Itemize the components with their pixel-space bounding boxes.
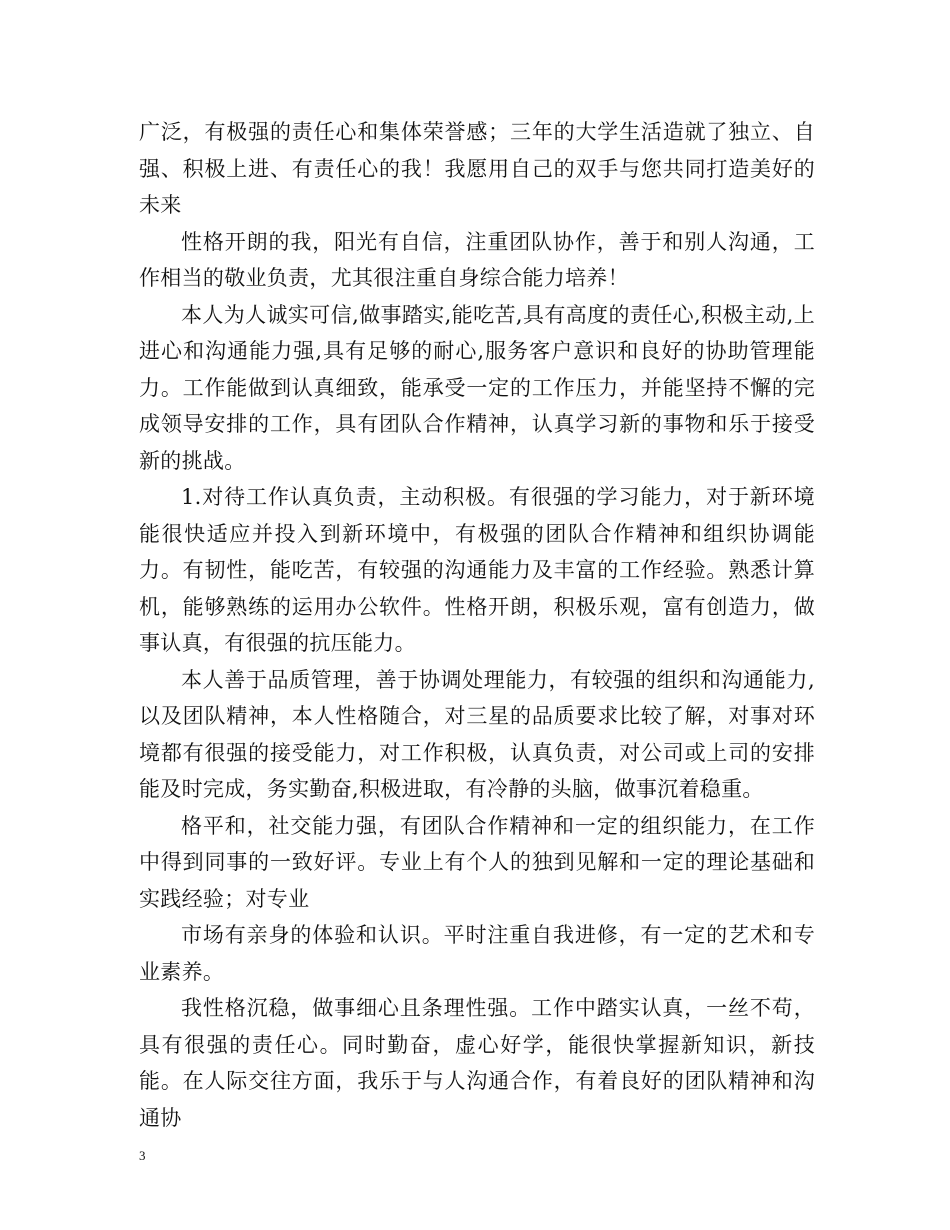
document-body [139, 114, 815, 1136]
page-number: 3 [139, 1148, 146, 1163]
paragraph: 本人善于品质管理，善于协调处理能力，有较强的组织和沟通能力,以及团队精神，本人性格随合，对三星的品质要求比较了解，对事对环境都有很强的接受能力，对工作积极，认真负责，对公司或上司的安排能及时完成，务实勤奋,积极进取，有冷静的头脑，做事沉着稳重。 [139, 667, 815, 801]
paragraph: 格平和，社交能力强，有团队合作精神和一定的组织能力，在工作中得到同事的一致好评。专业上有个人的独到见解和一定的理论基础和实践经验；对专业 [139, 813, 815, 911]
paragraph: 1.对待工作认真负责，主动积极。有很强的学习能力，对于新环境能很快适应并投入到新环境中，有极强的团队合作精神和组织协调能力。有韧性，能吃苦，有较强的沟通能力及丰富的工作经验。熟悉计算机，能够熟练的运用办公软件。性格开朗，积极乐观，富有创造力，做事认真，有很强的抗压能力。 [139, 485, 815, 655]
paragraph: 我性格沉稳，做事细心且条理性强。工作中踏实认真，一丝不苟，具有很强的责任心。同时勤奋，虚心好学，能很快掌握新知识，新技能。在人际交往方面，我乐于与人沟通合作，有着良好的团队精神和沟通协 [139, 996, 815, 1130]
paragraph: 市场有亲身的体验和认识。平时注重自我进修，有一定的艺术和专业素养。 [139, 923, 815, 984]
paragraph: 本人为人诚实可信,做事踏实,能吃苦,具有高度的责任心,积极主动,上进心和沟通能力强,具有足够的耐心,服务客户意识和良好的协助管理能力。工作能做到认真细致，能承受一定的工作压力，并能坚持不懈的完成领导安排的工作，具有团队合作精神，认真学习新的事物和乐于接受新的挑战。 [139, 302, 815, 473]
paragraph: 性格开朗的我，阳光有自信，注重团队协作，善于和别人沟通，工作相当的敬业负责，尤其很注重自身综合能力培养！ [139, 229, 815, 290]
paragraph-continuation: 广泛，有极强的责任心和集体荣誉感；三年的大学生活造就了独立、自强、积极上进、有责任心的我！我愿用自己的双手与您共同打造美好的未来 [139, 120, 815, 217]
